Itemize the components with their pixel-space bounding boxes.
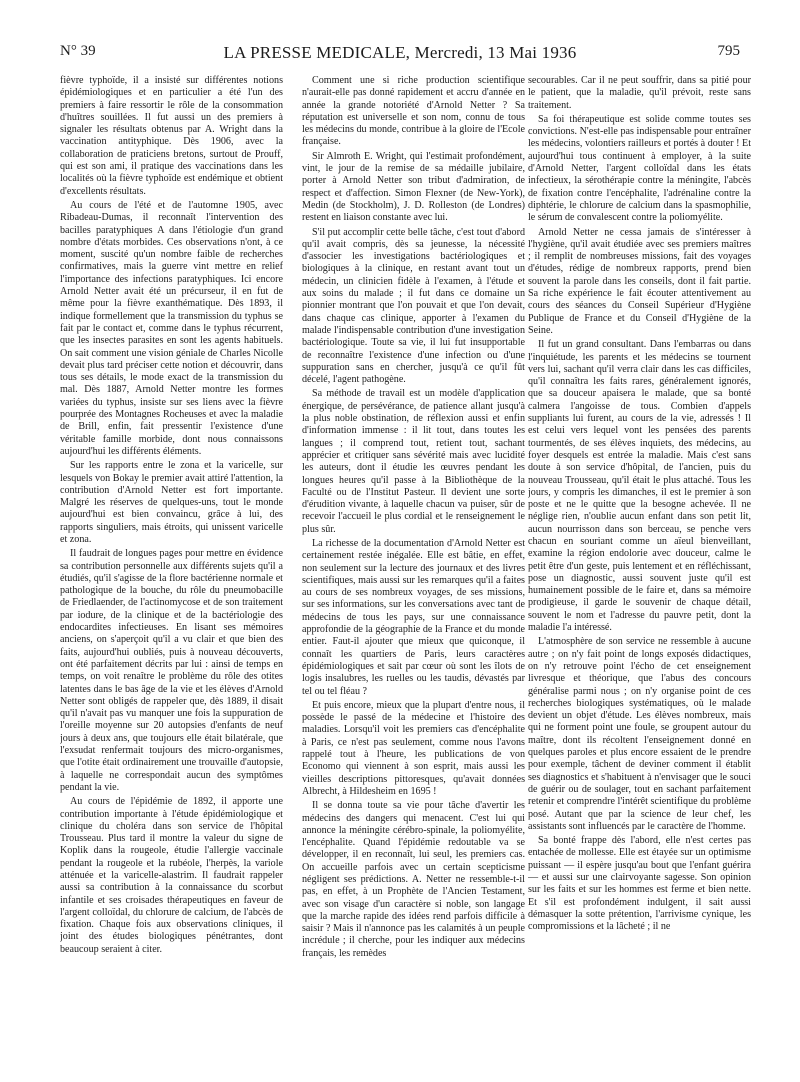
paragraph: secourables. Car il ne peut souffrir, dans sa pitié pour le patient, que la maladie, qu'il prévoit, reste sans traitement. (528, 75, 751, 111)
paragraph: Comment une si riche production scientifique n'aurait-elle pas donné rapidement et accru d'année en année la grande notoriété d'Arnold Netter ? Sa réputation est universelle et son nom, connu de tous les médecins du monde, contribue à la gloire de l'Ecole française. (302, 75, 525, 148)
journal-title: LA PRESSE MEDICALE, Mercredi, 13 Mai 1936 (223, 43, 577, 62)
paragraph: L'atmosphère de son service ne ressemble à aucune autre ; on n'y fait point de longs exposés didactiques, on n'y retrouve point l'écho de cet enseignement livresque et théorique, que l'abus des concours généralise parmi nous ; on n'y organise point de ces recherches biologiques systématiques, où le malade devient un objet d'étude. Les élèves nombreux, mais qui ne forment point une foule, se groupent autour du maître, dont ils récoltent l'enseignement donné en quelques paroles et plus encore essaient de le prendre pour exemple, tâchent de deviner comment il établit ses diagnostics et s'habituent à n'envisager que le souci de guérir ou de soulager, tout en sachant parfaitement retenir et comprendre l'intérêt scientifique du problème posé. Autant que par la science de leur chef, les assistants sont influencés par le caractère de l'homme. (528, 636, 751, 832)
paragraph: Sa foi thérapeutique est solide comme toutes ses convictions. N'est-elle pas indispensable pour entraîner les médecins, volontiers railleurs et portés à douter ! Et aujourd'hui tous continuent à employer, à la suite d'Arnold Netter, l'argent colloïdal dans les états infectieux, la sérothérapie contre la méningite, l'abcès de fixation contre l'encéphalite, l'adrénaline contre la diphtérie, le chlorure de calcium dans la spasmophilie, le sérum de convalescent contre la poliomyélite. (528, 113, 751, 224)
paragraph: Sur les rapports entre le zona et la varicelle, sur lesquels von Bokay le premier avait attiré l'attention, la contribution d'Arnold Netter est fort importante. Malgré les réserves de quelques-uns, tout le monde aujourd'hui est bien convaincu, grâce à lui, des rapports singuliers, mais étroits, qui unissent varicelle et zona. (60, 460, 283, 545)
paragraph: Au cours de l'épidémie de 1892, il apporte une contribution importante à l'étude épidémiologique et clinique du choléra dans son service de l'hôpital Trousseau. Plus tard il montre la valeur du signe de Koplik dans la rougeole, étudie l'allergie vaccinale pendant la rougeole et la rubéole, l'herpès, la variole atténuée et la varicelle-alastrim. Il faudrait rappeler aussi sa contribution à la connaissance du scorbut infantile et ses croisades thérapeutiques en faveur de l'argent colloïdal, du chlorure de calcium, de l'abcès de fixation. Chaque fois aux observations cliniques, il joint des études biologiques pénétrantes, dont beaucoup seraient à citer. (60, 796, 283, 955)
paragraph: Au cours de l'été et de l'automne 1905, avec Ribadeau-Dumas, il reconnaît l'intervention des bacilles paratyphiques A dans l'étiologie d'un grand nombre d'états morbides. Ces observations n'ont, à ce moment, suscité qu'un nombre faible de recherches confirmatives, mais la guerre vint mettre en relief l'importance des infections paratyphiques. Ici encore Arnold Netter avait été un précurseur, il en fut de même pour la fièvre exanthématique. Dès 1893, il indique formellement que la transmission du typhus se fait par le contact et, comme dans le typhus récurrent, que les insectes parasites en sont les agents habituels. On sait comment une vision géniale de Charles Nicolle devait plus tard préciser cette notion et découvrir, dans tous ses détails, le mode exact de la transmission du mal. Dès 1887, Arnold Netter montre les formes variées du typhus, insiste sur ses liens avec la fièvre pourprée des Montagnes Rocheuses et avec la maladie de Brill, enfin, fait pressentir l'existence d'une véritable famille morbide, dont nous connaissons aujourd'hui les différents éléments. (60, 199, 283, 457)
paragraph: fièvre typhoïde, il a insisté sur différentes notions épidémiologiques et en particulier a été l'un des premiers à faire ressortir le rôle de la consommation d'huîtres souillées. Il fut aussi un des premiers à signaler les résultats obtenus par A. Wright dans la vaccination antityphique. Dès 1906, avec la collaboration de praticiens bretons, surtout de Prouff, qui est son ami, il pratique des vaccinations dans les localités où la fièvre typhoïde est endémique et obtient d'excellents résultats. (60, 75, 283, 197)
running-header (60, 43, 740, 65)
paragraph: Arnold Netter ne cessa jamais de s'intéresser à l'hygiène, qu'il avait étudiée avec ses premiers maîtres ; il remplit de nombreuses missions, fait des voyages d'études, rédige de nombreux rapports, prend bien souvent la parole dans les conseils, dont il fait partie. Sa riche expérience le fait écouter attentivement au cours des séances du Conseil Supérieur d'Hygiène Publique de France et du Conseil d'Hygiène de la Seine. (528, 226, 751, 336)
text-column-2 (302, 75, 525, 1070)
page-number: 795 (717, 43, 740, 59)
paragraph: Sir Almroth E. Wright, qui l'estimait profondément, vint, le jour de la remise de sa médaille jubilaire, porter à Arnold Netter son tribut d'admiration, de respect et d'affection. Simon Flexner (de New-York), Medin (de Stockholm), J. D. Rolleston (de Londres) restent en liaison constante avec lui. (302, 150, 525, 224)
paragraph: La richesse de la documentation d'Arnold Netter est certainement restée inégalée. Elle est bâtie, en effet, non seulement sur la lecture des journaux et des livres scientifiques, mais aussi sur les remarques qu'il a faites au cours de ses nombreux voyages, de ses missions, sur ses informations, sur les conversations avec tant de médecins de tous les pays, sur une connaissance approfondie de la géographie de la France et du monde entier. Faut-il ajouter que mieux que quiconque, il connaît les quartiers de Paris, leurs caractères épidémiologiques et sait par cœur où sont les îlots de logis insalubres, les ruelles ou les taudis, dévastés par tel ou tel fléau ? (302, 537, 525, 697)
paragraph: S'il put accomplir cette belle tâche, c'est tout d'abord qu'il avait compris, dès sa jeunesse, la nécessité d'associer les investigations bactériologiques et biologiques à la clinique, en restant avant tout un médecin, un clinicien fidèle à l'examen, à l'étude et aux soins du malade ; il fut dans ce domaine un pionnier montrant que l'on pouvait et que l'on devait, dans chaque cas clinique, apporter à l'examen du malade l'indispensable contribution d'une investigation bactériologique. Toute sa vie, il lui fut insupportable de reconnaître l'existence d'une infection ou d'une suppuration sans en chercher, jusqu'à ce qu'il fût décelé, l'agent pathogène. (302, 226, 525, 386)
paragraph: Il faudrait de longues pages pour mettre en évidence sa contribution personnelle aux différents sujets qu'il a étudiés, qu'il s'agisse de la flore bactérienne normale et pathologique de la bouche, du rôle du pneumobacille de Friedlaender, de l'actinomycose et de son traitement par iodure, de la clinique et de la bactériologie des endocardites infectieuses. En lisant ses mémoires anciens, on s'aperçoit qu'il a vu clair et que bien des faits, aujourd'hui oubliés, puis à nouveau découverts, ont été parfaitement décrits par lui : ainsi de temps en temps, on voit renaître le problème du rôle des otites latentes dans le bas âge de la vie et les élèves d'Arnold Netter sont obligés de rappeler que, dès 1889, il disait qu'il n'avait pas vu manquer une fois la suppuration de l'oreille moyenne sur 20 autopsies d'enfants de neuf jours à deux ans, que toujours elle était bilatérale, que l'exsudat renfermait toujours des micro-organismes, que l'otite était ordinairement une trouvaille d'autopsie, à laquelle ne correspondait aucun des symptômes pendant la vie. (60, 548, 283, 793)
paragraph: Il fut un grand consultant. Dans l'embarras ou dans l'inquiétude, les parents et les médecins se tournent vers lui, sachant qu'il verra clair dans les cas difficiles, qu'il connaîtra les faits rares, généralement ignorés, que sa douceur apaisera le malade, que sa bonté calmera l'angoisse de tous. Combien d'appels suppliants lui furent, au cours de la vie, adressés ! Il est celui vers lequel vont les pensées des parents tourmentés, de ses élèves inquiets, des médecins, au foyer desquels est entrée la maladie. Mais c'est sans doute à son service d'hôpital, de l'ancien, puis du nouveau Trousseau, qu'il était le plus attaché. Tous les jours, y compris les dimanches, il est le premier à son poste et ne le quitte que la besogne achevée. Il ne néglige rien, n'oublie aucun enfant dans son petit lit, aucun nourrisson dans son berceau, se penche vers chacun en souriant comme un aïeul bienveillant, examine la région endolorie avec douceur, calme le petit être d'un geste, puis lentement et en réfléchissant, pose un diagnostic, aussi souvent juste qu'il est humainement possible de le faire et, dans sa mémoire prodigieuse, il garde le souvenir de chaque détail, souvent le nom et l'adresse du pauvre petit, dont la maladie l'a intéressé. (528, 339, 751, 634)
paragraph: Il se donna toute sa vie pour tâche d'avertir les médecins des dangers qui menacent. C'est lui qui annonce la méningite cérébro-spinale, la poliomyélite, l'encéphalite. Quand l'épidémie redoutable va se développer, il en reconnaît, lui seul, les premiers cas. On accueille parfois avec un certain scepticisme négligent ses prédictions. A. Netter ne ressemble-t-il pas, en effet, à un Prophète de l'Ancien Testament, avec son visage d'un caractère si noble, son langage que la marche rapide des idées rend parfois difficile à saisir ? Mais il n'annonce pas les calamités à un peuple incrédule ; il cherche, pour les indiquer aux médecins français, les remèdes (302, 800, 525, 959)
paragraph: Et puis encore, mieux que la plupart d'entre nous, il possède le passé de la médecine et l'histoire des maladies. Lorsqu'il voit les premiers cas d'encéphalite à Paris, ce n'est pas seulement, comme nous l'avons rappelé tout à l'heure, les publications de von Economo qui viennent à son esprit, mais aussi les vieilles descriptions pittoresques, qu'avait données Albrecht, à Hildesheim en 1695 ! (302, 699, 525, 797)
paragraph: Sa méthode de travail est un modèle d'application énergique, de persévérance, de patience allant jusqu'à la plus noble obstination, de réflexion aussi et enfin d'information immense : il lit tout, dans toutes les langues ; il comprend tout, retient tout, sachant apprécier et critiquer sans sévérité mais avec lucidité les auteurs, dont il étudie les œuvres pendant les longues heures qu'il passe à la Bibliothèque de la Faculté ou de l'Institut Pasteur. Il devient une sorte d'érudition vivante, à laquelle chacun va puiser, sûr de recevoir l'accueil le plus cordial et le renseignement le plus sûr. (302, 388, 525, 535)
issue-number: N° 39 (60, 43, 96, 59)
text-column-1 (60, 75, 283, 1070)
text-column-3 (528, 75, 751, 1070)
paragraph: Sa bonté frappe dès l'abord, elle n'est certes pas entachée de mollesse. Elle est étayée sur un optimisme puissant — il espère jusqu'au bout que l'enfant guérira — et aussi sur une clairvoyante sagesse. Son opinion sur les faits et sur les hommes est ferme et bien nette. Et s'il est profondément indulgent, il sait aussi démasquer la sotte prétention, l'arrivisme cynique, les compromissions et la lâcheté ; il ne (528, 835, 751, 933)
